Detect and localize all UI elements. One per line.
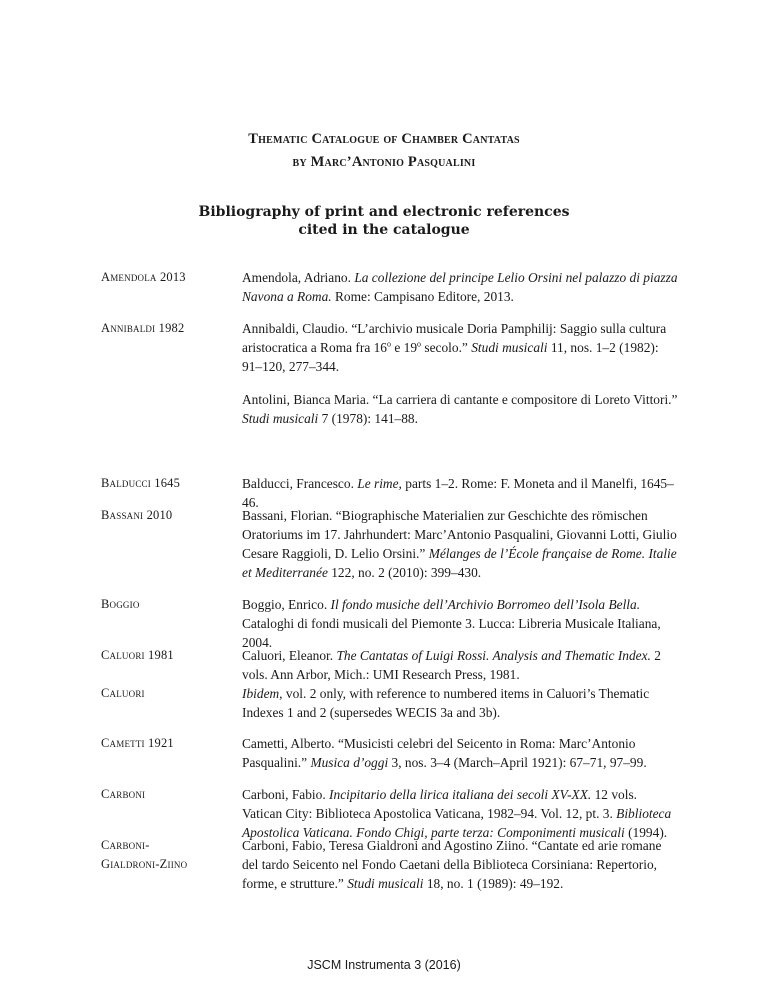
entry-italic-title: Mélanges de l’École française de Rome. Italie et Mediterranée bbox=[242, 546, 677, 580]
entry-text: Bassani, Florian. “Biographische Materialien zur Geschichte des römischen Oratoriums im 17. Jahrhundert: Marc’Antonio Pasqualini, Giovanni Lotti, Giulio Cesare Raggioli, D. Lelio Orsini.” bbox=[242, 508, 677, 561]
entry-text: parts 1–2. Rome: F. Moneta and il Manelfi, 1645–46. bbox=[242, 476, 674, 510]
bibliography-entry bbox=[242, 785, 680, 842]
entry-italic-title: Ibidem, bbox=[242, 686, 283, 701]
entry-abbr: Amendola 2013 bbox=[101, 270, 186, 284]
entry-italic-title: Musica d’oggi bbox=[310, 755, 389, 770]
entry-text: 2 vols. Ann Arbor, Mich.: UMI Research Press, 1981. bbox=[242, 648, 661, 682]
bibliography-entry bbox=[242, 734, 680, 772]
catalogue-title: Thematic Catalogue of Chamber Cantatas bbox=[248, 131, 520, 147]
bibliography-entry bbox=[242, 506, 680, 582]
entry-text: Caluori, Eleanor. bbox=[242, 648, 337, 663]
entry-text: Rome: Campisano Editore, 2013. bbox=[331, 289, 514, 304]
entry-text: Annibaldi, Claudio. “L’archivio musicale Doria Pamphilij: Saggio sulla cultura aristocratica a Roma fra 16 bbox=[242, 321, 667, 355]
entry-abbr: Bassani 2010 bbox=[101, 508, 173, 522]
bibliography-entry bbox=[242, 268, 680, 306]
entry-abbr: Caluori 1981 bbox=[101, 648, 174, 662]
entry-italic-title: Studi musicali bbox=[347, 876, 424, 891]
entry-abbr: Carboni-Gialdroni-Ziino bbox=[101, 838, 188, 871]
entry-text: Balducci, Francesco. bbox=[242, 476, 358, 491]
entry-text: 18, no. 1 (1989): 49–192. bbox=[423, 876, 564, 891]
entry-abbr: Boggio bbox=[101, 597, 140, 611]
entry-text: secolo.” bbox=[421, 340, 472, 355]
entry-text: Boggio, Enrico. bbox=[242, 597, 331, 612]
bibliography-entry bbox=[242, 595, 680, 652]
bibliography-heading-line1: Bibliography of print and electronic references bbox=[198, 204, 570, 220]
entry-text: vol. 2 only, with reference to numbered items in Caluori’s Thematic Indexes 1 and 2 (supersedes WECIS 3a and 3b). bbox=[242, 686, 650, 720]
entry-superscript: o bbox=[417, 339, 422, 349]
bibliography-entry bbox=[242, 646, 680, 684]
entry-italic-title: La collezione del principe Lelio Orsini nel palazzo di piazza Navona a Roma. bbox=[242, 270, 678, 304]
entry-text: Cametti, Alberto. “Musicisti celebri del Seicento in Roma: Marc’Antonio Pasqualini.” bbox=[242, 736, 636, 770]
entry-abbr: Caluori bbox=[101, 686, 145, 700]
entry-text: Cataloghi di fondi musicali del Piemonte 3. Lucca: Libreria Musicale Italiana, 2004. bbox=[242, 616, 661, 650]
page-footer: JSCM Instrumenta 3 (2016) bbox=[307, 958, 461, 972]
entry-text: 122, no. 2 (2010): 399–430. bbox=[327, 565, 482, 580]
entry-text: (1994). bbox=[624, 825, 668, 840]
entry-italic-title: Il fondo musiche dell’Archivio Borromeo dell’Isola Bella. bbox=[330, 597, 641, 612]
entry-text: 7 (1978): 141–88. bbox=[318, 411, 418, 426]
entry-abbr: Carboni bbox=[101, 787, 146, 801]
catalogue-subtitle-author: by Marc’Antonio Pasqualini bbox=[292, 154, 476, 170]
entry-text: Carboni, Fabio, Teresa Gialdroni and Agostino Ziino. “Cantate ed arie romane del tardo Seicento nel Fondo Caetani della Biblioteca Corsiniana: Repertorio, forme, e strutture.” bbox=[242, 838, 662, 891]
bibliography-heading bbox=[0, 203, 768, 239]
entry-superscript: o bbox=[387, 339, 391, 349]
entry-italic-title: Incipitario della lirica italiana dei secoli XV-XX. bbox=[329, 787, 592, 802]
entry-text: e 19 bbox=[391, 340, 418, 355]
entry-abbr: Annibaldi 1982 bbox=[101, 321, 185, 335]
bibliography-entry bbox=[242, 684, 680, 722]
entry-italic-title: Studi musicali bbox=[242, 411, 319, 426]
bibliography-entry bbox=[242, 836, 680, 893]
entry-text: Amendola, Adriano. bbox=[242, 270, 355, 285]
bibliography-entry bbox=[242, 390, 680, 428]
entry-text: Carboni, Fabio. bbox=[242, 787, 330, 802]
entry-text: 12 vols. Vatican City: Biblioteca Apostolica Vaticana, 1982–94. Vol. 12, pt. 3. bbox=[242, 787, 638, 821]
entry-text: 11, nos. 1–2 (1982): 91–120, 277–344. bbox=[242, 340, 659, 374]
entry-text: 3, nos. 3–4 (March–April 1921): 67–71, 97–99. bbox=[388, 755, 647, 770]
bibliography-entry bbox=[242, 319, 680, 376]
entry-italic-title: Le rime, bbox=[357, 476, 402, 491]
entry-abbr: Cametti 1921 bbox=[101, 736, 174, 750]
entry-italic-title: Biblioteca Apostolica Vaticana. Fondo Chigi, parte terza: Componimenti musicali bbox=[242, 806, 672, 840]
entry-italic-title: Studi musicali bbox=[471, 340, 548, 355]
entry-abbr: Balducci 1645 bbox=[101, 476, 181, 490]
entry-text: Antolini, Bianca Maria. “La carriera di cantante e compositore di Loreto Vittori.” bbox=[242, 392, 678, 407]
entry-italic-title: The Cantatas of Luigi Rossi. Analysis and Thematic Index. bbox=[336, 648, 651, 663]
bibliography-heading-line2: cited in the catalogue bbox=[298, 222, 470, 238]
